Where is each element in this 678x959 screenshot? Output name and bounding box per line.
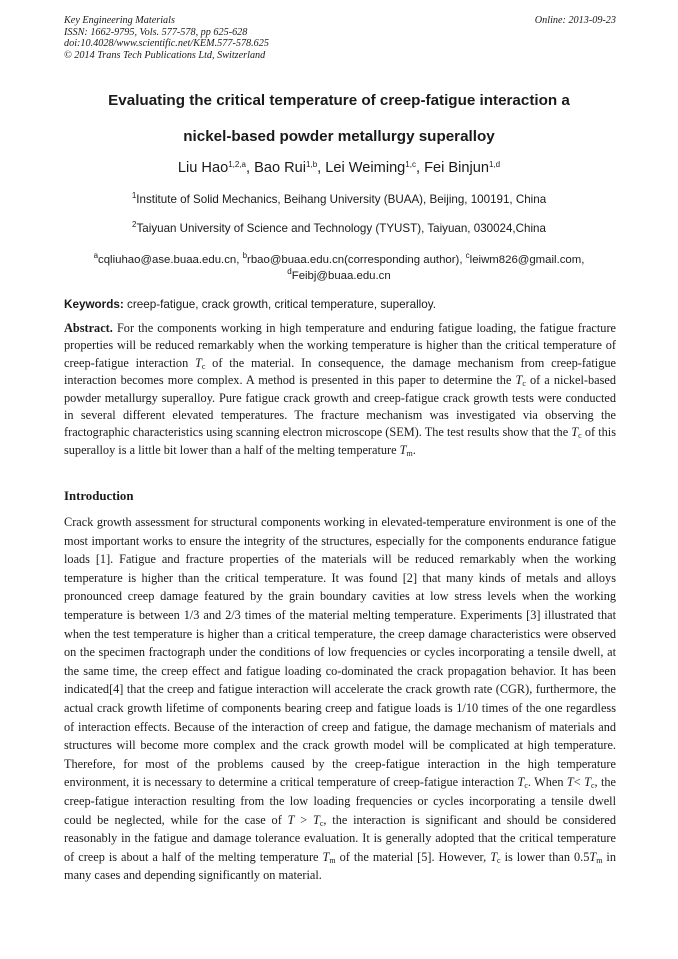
abstract-label: Abstract. <box>64 321 113 335</box>
author-emails <box>40 252 638 284</box>
symbol-sub-c: c <box>201 361 206 371</box>
keywords-label: Keywords: <box>64 298 124 311</box>
intro-text: in many cases and depending significantly on material. <box>64 849 617 883</box>
doi-line: doi:10.4028/www.scientific.net/KEM.577-578.625 <box>64 38 269 50</box>
email-mark: c <box>465 251 470 260</box>
abstract-text: of a nickel-based powder metallurgy superalloy. Pure fatigue crack growth and creep-fatigue crack growth tests were conducted in several different elevated temperatures. The fracture mechanism was investigated via observing the fractographic characteristics using scanning electron microscope (SEM). The test results show that the <box>64 373 616 440</box>
symbol-t: T <box>584 775 591 790</box>
abstract-text: . <box>412 442 416 457</box>
symbol-t: T <box>517 775 525 790</box>
affiliation-1 <box>40 193 638 206</box>
affiliation-text: Taiyuan University of Science and Technology (TYUST), Taiyuan, 030024,China <box>136 222 546 235</box>
intro-text: , the interaction is significant and should be considered reasonably in the fatigue and damage tolerance evaluation. It is generally adopted that the critical temperature of creep is about a half of the melting temperature <box>64 812 617 864</box>
symbol-sub-c: c <box>497 855 501 865</box>
symbol-t: T <box>490 849 498 864</box>
introduction-paragraph <box>64 513 616 885</box>
symbol-sub-c: c <box>522 379 526 389</box>
symbol-less: < <box>573 775 581 790</box>
symbol-t: T <box>195 355 202 370</box>
symbol-t: T <box>322 849 330 864</box>
author-marks: 1,2,a <box>228 160 246 169</box>
symbol-sub-m: m <box>596 855 603 865</box>
symbol-sub-c: c <box>524 781 528 791</box>
symbol-sub-m: m <box>406 448 413 458</box>
symbol-t: T <box>571 425 579 440</box>
intro-text: is lower than <box>500 849 574 864</box>
issn-line: ISSN: 1662-9795, Vols. 577-578, pp 625-628 <box>64 26 248 38</box>
keywords <box>64 298 616 311</box>
abstract-text: of this superalloy is a little bit lower than a half of the melting temperature <box>64 425 616 457</box>
intro-text: of the material [5]. However, <box>335 849 491 864</box>
author-list <box>40 160 638 176</box>
journal-header <box>64 15 616 61</box>
abstract-text: For the components working in high temperature and enduring fatigue loading, the fatigue fracture properties will be reduced remarkably when the working temperature is higher than the critical temperature of creep-fatigue interaction <box>64 321 616 370</box>
symbol-t: T <box>566 775 574 790</box>
author-marks: 1,c <box>405 160 416 169</box>
symbol-t: T <box>589 849 597 864</box>
paper-title-line-1: Evaluating the critical temperature of creep-fatigue interaction a <box>108 92 570 109</box>
symbol-sub-c: c <box>590 781 595 791</box>
symbol-sub-m: m <box>329 855 336 865</box>
email-mark: d <box>287 267 292 276</box>
author-separator: , <box>415 160 425 176</box>
symbol-greater: > <box>300 812 308 827</box>
email-mark: a <box>93 251 99 260</box>
symbol-t: T <box>313 812 320 827</box>
symbol-t: T <box>399 442 407 457</box>
abstract <box>64 320 616 459</box>
affiliation-mark: 2 <box>132 220 137 229</box>
copyright-line: © 2014 Trans Tech Publications Ltd, Switzerland <box>64 49 266 61</box>
symbol-t: T <box>287 812 295 827</box>
symbol-half: 0.5 <box>573 849 590 864</box>
email-c: leiwm826@gmail.com, <box>469 254 585 266</box>
journal-name: Key Engineering Materials <box>64 15 175 26</box>
intro-text: Crack growth assessment for structural components working in elevated-temperature environment is one of the most important works to ensure the integrity of the structures, especially for the components endurance fatigue loads [1]. Fatigue and fracture properties of the materials will be reduced remarkably when the working temperature is higher than the critical temperature. It was found [2] that many kinds of metals and alloys pronounced creep damage featured by the grain boundary cavities at low stress levels when the working temperature is between 1/3 and 2/3 times of the material melting temperature. Experiments [3] illustrated that when the test temperature is higher than a critical temperature, the creep damage characteristics were observed on the specimen fractograph under the conditions of low frequencies or cycles incorporating a tensile dwell, at the same time, the creep effect and fatigue loading co-dominated the crack propagation behavior. It has been indicated[4] that the creep and fatigue interaction will accelerate the crack growth rate (CGR), furthermore, the actual crack growth lifetime of components bearing creep and fatigue loads is 1/10 times of the one regardless of interaction effects. Because of the interaction of creep and fatigue, the damage mechanism of materials and structures will become more complex and the crack growth model will be complicated at high temperature. Therefore, for most of the problems caused by the creep-fatigue interaction in the high temperature environment, it is necessary to determine a critical temperature of creep-fatigue interaction <box>64 515 616 790</box>
symbol-sub-c: c <box>319 818 324 828</box>
email-b: rbao@buaa.edu.cn(corresponding author), <box>247 254 466 266</box>
email-mark: b <box>242 251 248 260</box>
keywords-text: creep-fatigue, crack growth, critical temperature, superalloy. <box>123 298 436 311</box>
author-separator: , <box>246 160 255 176</box>
section-heading-introduction: Introduction <box>64 489 134 503</box>
email-a: cqliuhao@ase.buaa.edu.cn, <box>98 254 243 266</box>
intro-text: , the creep-fatigue interaction resulting from the low loading frequencies or cycles incorporating a tensile dwell could be neglected, while for the case of <box>64 775 617 827</box>
affiliation-mark: 1 <box>131 191 137 200</box>
email-d: Feibj@buaa.edu.cn <box>291 270 391 282</box>
author-marks: 1,d <box>488 160 501 169</box>
author-name: Lei Weiming <box>325 160 406 176</box>
abstract-text: of the material. In consequence, the damage mechanism from creep-fatigue interaction becomes more complex. A method is presented in this paper to determine the <box>64 355 616 388</box>
author-name: Liu Hao <box>177 160 229 176</box>
symbol-sub-c: c <box>578 431 582 441</box>
author-marks: 1,b <box>306 160 318 169</box>
affiliation-text: Institute of Solid Mechanics, Beihang University (BUAA), Beijing, 100191, China <box>136 193 547 206</box>
intro-text: . When <box>527 775 567 790</box>
author-name: Bao Rui <box>254 160 307 176</box>
paper-title-line-2: nickel-based powder metallurgy superalloy <box>183 128 495 145</box>
online-date: Online: 2013-09-23 <box>534 15 616 26</box>
author-separator: , <box>317 160 326 176</box>
symbol-t: T <box>515 373 523 388</box>
affiliation-2 <box>40 222 638 235</box>
author-name: Fei Binjun <box>424 160 489 176</box>
